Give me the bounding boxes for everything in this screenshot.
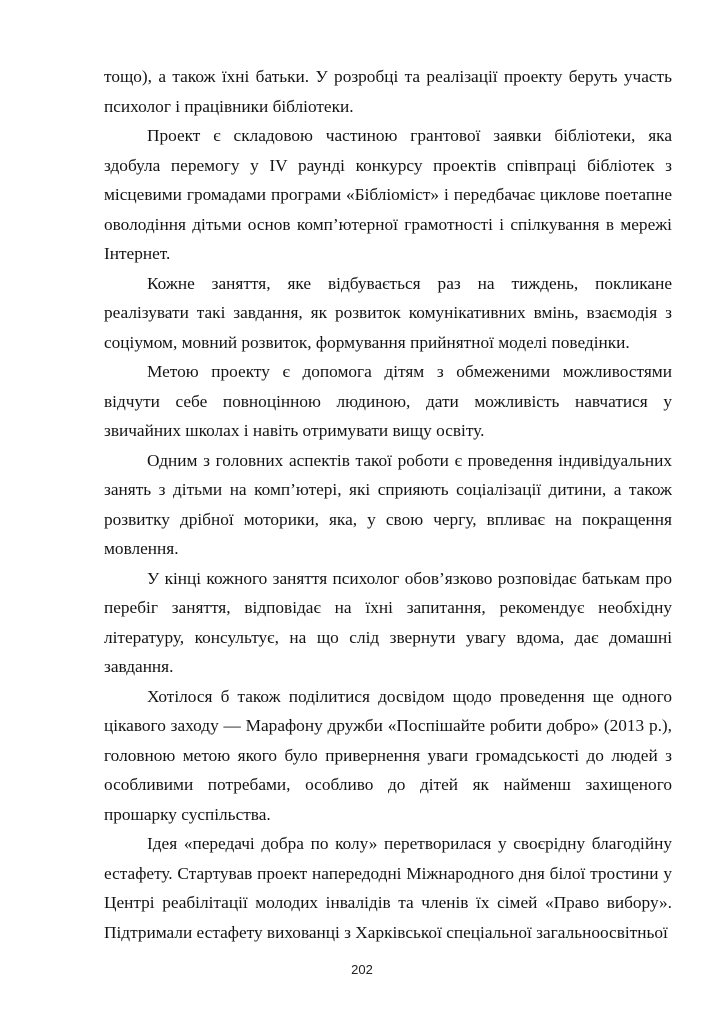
page-body	[104, 62, 672, 947]
paragraph: Одним з головних аспектів такої роботи є проведення індивідуальних занять з дітьми на комп’ютері, які сприяють соціалізації дитини, а також розвитку дрібної моторики, яка, у свою чергу, впливає на покращення мовлення.	[104, 450, 672, 558]
page-number: 202	[351, 962, 373, 977]
paragraph: Метою проекту є допомога дітям з обмеженими можливостями відчути себе повноцінною людиною, дати можливість навчатися у звичайних школах і навіть отримувати вищу освіту.	[104, 362, 672, 440]
paragraph: Хотілося б також поділитися досвідом щодо проведення ще одного цікавого заходу — Марафону дружби «Поспішайте робити добро» (2013 р.), головною метою якого було привернення уваги громадськості до людей з особливими потребами, особливо до дітей як найменш захищеного прошарку суспільства.	[104, 686, 672, 824]
paragraph-continuation: тощо), а також їхні батьки. У розробці та реалізації проекту беруть участь психолог і працівники бібліотеки.	[104, 67, 672, 116]
paragraph: У кінці кожного заняття психолог обов’язково розповідає батькам про перебіг заняття, відповідає на їхні запитання, рекомендує необхідну літературу, консультує, на що слід звернути увагу вдома, дає домашні завдання.	[104, 568, 672, 676]
paragraph: Проект є складовою частиною грантової заявки бібліотеки, яка здобула перемогу у IV раунді конкурсу проектів співпраці бібліотек з місцевими громадами програми «Бібліоміст» і передбачає циклове поетапне оволодіння дітьми основ комп’ютерної грамотності і спілкування в мережі Інтернет.	[104, 126, 672, 263]
paragraph: Кожне заняття, яке відбувається раз на тиждень, покликане реалізувати такі завдання, як розвиток комунікативних вмінь, взаємодія з соціумом, мовний розвиток, формування прийнятної моделі поведінки.	[104, 273, 672, 352]
paragraph: Ідея «передачі добра по колу» перетворилася у своєрідну благодійну естафету. Стартував проект напередодні Міжнародного дня білої тростини у Центрі реабілітації молодих інвалідів та членів їх сімей «Право вибору». Підтримали естафету вихованці з Харківської спеціальної загальноосвітньої	[104, 834, 672, 942]
